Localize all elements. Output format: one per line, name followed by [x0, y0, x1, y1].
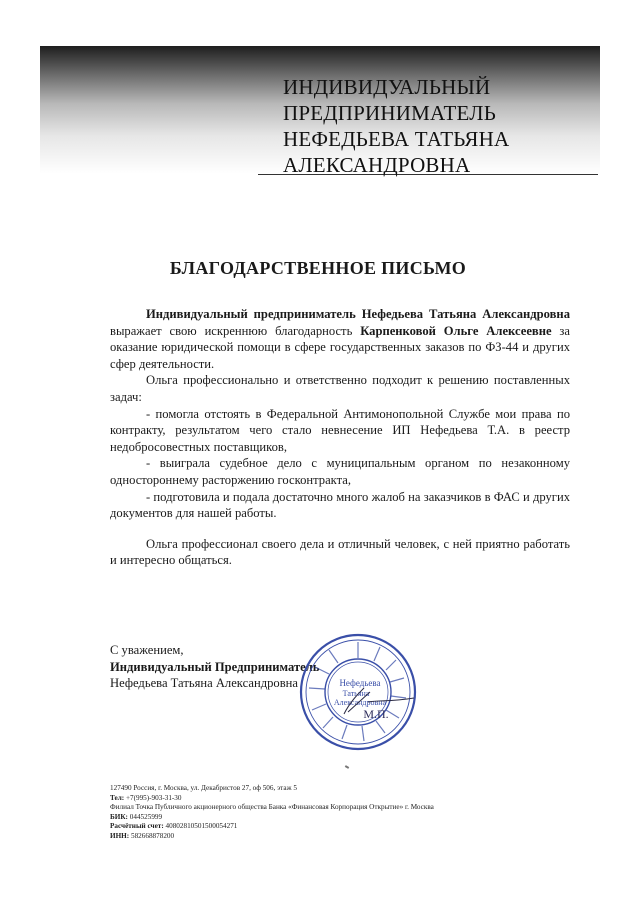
- paragraph-spacer: [110, 522, 570, 536]
- letter-title: БЛАГОДАРСТВЕННОЕ ПИСЬМО: [169, 258, 467, 278]
- seal-name-3: Александровна: [333, 698, 387, 707]
- footer-bik-label: БИК:: [110, 812, 128, 821]
- closing-salutation: С уважением,: [110, 643, 184, 657]
- footer-address: 127490 Россия, г. Москва, ул. Декабристов 27, оф 506, этаж 5: [110, 784, 297, 792]
- closing-title-text: Индивидуальный Предприниматель: [110, 659, 320, 674]
- footer-bik-value: 044525999: [127, 812, 163, 821]
- sender-name: Индивидуальный предприниматель Нефедьева Татьяна Александровна: [146, 307, 570, 321]
- paragraph-4: - выиграла судебное дело с муниципальным органом по незаконному одностороннему расторжению госконтракта,: [110, 456, 570, 487]
- requisites-footer: [110, 784, 530, 842]
- footer-phone: [110, 794, 530, 804]
- footer-bank: Филиал Точка Публичного акционерного общества Банка «Финансовая Корпорация Открытие» г. Москва: [110, 803, 434, 812]
- seal-mp: М.П.: [363, 707, 389, 721]
- company-name-line-4: АЛЕКСАНДРОВНА: [283, 153, 471, 177]
- company-name-line-3: НЕФЕДЬЕВА ТАТЬЯНА: [283, 127, 510, 151]
- paragraph-1-text-a: выражает свою искреннюю благодарность: [110, 323, 361, 338]
- paragraph-6: Ольга профессионал своего дела и отличный человек, с ней приятно работать и интересно общаться.: [110, 536, 570, 568]
- recipient-name: Карпенковой Ольге Алексеевне: [360, 323, 552, 338]
- footer-inn-label: ИНН:: [110, 831, 130, 840]
- paragraph-3: - помогла отстоять в Федеральной Антимонопольной Службе мои права по контракту, результатом чего стало невнесение ИП Нефедьева Т.А. в реестр недобросовестных поставщиков,: [110, 406, 570, 454]
- letter-body: [110, 306, 570, 569]
- footer-account-label: Расчётный счет:: [110, 822, 164, 831]
- footer-account: [110, 822, 530, 832]
- paragraph-1: [110, 306, 570, 372]
- footer-inn-value: 582668878200: [129, 831, 175, 840]
- seal-name-1: Нефедьева: [339, 678, 381, 688]
- footer-inn: [110, 832, 530, 842]
- paragraph-1-text-b: за оказание юридической помощи в сфере государственных заказов по ФЗ-44 и других сфер деятельности.: [110, 323, 570, 371]
- paragraph-5: - подготовила и подала достаточно много жалоб на заказчиков в ФАС и других документов для нашей работы.: [110, 489, 570, 521]
- company-name-line-2: ПРЕДПРИНИМАТЕЛЬ: [283, 101, 497, 125]
- closing-name: Нефедьева Татьяна Александровна: [110, 676, 298, 691]
- footer-account-value: 40802810501500054271: [163, 822, 238, 831]
- paragraph-2: Ольга профессионально и ответственно подходит к решению поставленных задач:: [110, 373, 570, 404]
- footer-phone-label: Тел:: [110, 793, 125, 802]
- footer-bik: [110, 813, 530, 823]
- company-name-line-1: ИНДИВИДУАЛЬНЫЙ: [283, 75, 491, 99]
- seal-name-2: Татьяна: [342, 689, 370, 698]
- footer-phone-value: +7(995)-903-31-30: [124, 793, 182, 802]
- company-seal: [298, 632, 418, 752]
- company-name: [283, 74, 583, 178]
